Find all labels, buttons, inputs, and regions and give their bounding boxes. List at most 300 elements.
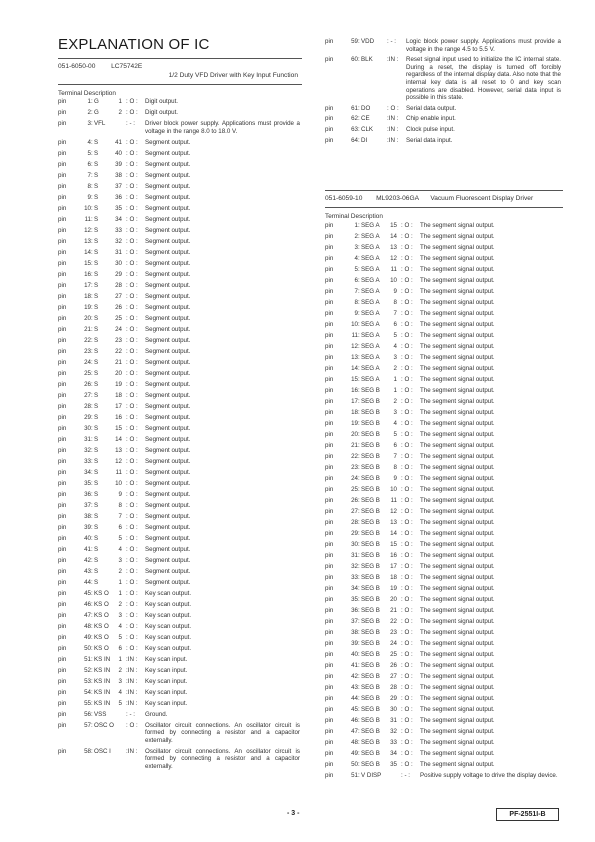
pin-number: 54 <box>84 688 91 696</box>
pin-number: 43 <box>84 567 91 575</box>
pin-separator: : <box>358 244 360 251</box>
pin-label: pin <box>58 721 67 729</box>
pin-direction: : O : <box>126 501 138 509</box>
pin-row <box>58 524 302 532</box>
pin-label: pin <box>325 125 334 133</box>
pin-label: pin <box>325 56 334 64</box>
pin-name: S <box>94 226 99 234</box>
pin-separator: : <box>358 299 360 306</box>
pin-row <box>325 585 563 593</box>
pin-direction: : O : <box>126 600 138 608</box>
pin-row <box>325 354 563 362</box>
pin-direction: : - : <box>126 710 135 718</box>
pin-direction: : O : <box>126 402 138 410</box>
pin-separator: : <box>91 457 93 465</box>
pin-index: 1 <box>118 98 122 105</box>
pin-description: Key scan input. <box>145 666 188 674</box>
left-ic-header <box>58 63 142 70</box>
pin-number: 4 <box>87 138 91 146</box>
pin-label: pin <box>58 171 67 179</box>
pin-index: 2 <box>393 365 397 372</box>
pin-label: pin <box>325 442 334 449</box>
pin-separator: : <box>91 98 93 105</box>
pin-index: 13 <box>390 519 397 526</box>
pin-number: 7 <box>354 288 358 295</box>
pin-description: The segment signal output. <box>420 442 495 449</box>
pin-name: VFL <box>94 120 106 127</box>
pin-number: 13 <box>351 354 358 361</box>
pin-name: S <box>94 501 99 509</box>
pin-description: The segment signal output. <box>420 706 495 713</box>
pin-separator: : <box>358 519 360 526</box>
pin-separator: : <box>91 666 93 674</box>
pin-label: pin <box>58 567 67 575</box>
pin-name: S <box>94 171 99 179</box>
pin-separator: : <box>358 618 360 625</box>
pin-name: S <box>94 204 99 212</box>
pin-separator: : <box>91 589 93 597</box>
pin-direction: :IN : <box>126 688 138 696</box>
pin-label: pin <box>325 728 334 735</box>
pin-label: pin <box>325 596 334 603</box>
pin-separator: : <box>358 508 360 515</box>
pin-index: 5 <box>393 431 397 438</box>
pin-row <box>325 38 563 53</box>
pin-direction: : O : <box>401 618 413 625</box>
pin-row <box>58 645 302 653</box>
pin-separator: : <box>358 431 360 438</box>
pin-label: pin <box>325 115 334 123</box>
pin-number: 51 <box>351 772 358 779</box>
pin-description: Key scan output. <box>145 611 192 619</box>
pin-direction: : O : <box>126 479 138 487</box>
pin-description: Digit output. <box>145 109 179 116</box>
pin-separator: : <box>358 464 360 471</box>
pin-name: SEG B <box>361 684 380 691</box>
pin-label: pin <box>58 600 67 608</box>
pin-name: SEG B <box>361 486 380 493</box>
pin-label: pin <box>58 193 67 201</box>
pin-label: pin <box>58 160 67 168</box>
pin-row <box>58 656 302 664</box>
pin-description: The segment signal output. <box>420 618 495 625</box>
pin-index: 3 <box>393 354 397 361</box>
pin-row <box>325 695 563 703</box>
pin-description: The segment signal output. <box>420 717 495 724</box>
pin-number: 28 <box>84 402 91 410</box>
pin-name: S <box>94 292 99 300</box>
pin-direction: : O : <box>126 545 138 553</box>
pin-name: KS IN <box>94 666 111 674</box>
pin-index: 14 <box>390 530 397 537</box>
pin-direction: : O : <box>126 633 138 641</box>
pin-label: pin <box>325 684 334 691</box>
pin-description: Segment output. <box>145 435 191 443</box>
pin-number: 47 <box>351 728 358 735</box>
pin-label: pin <box>325 607 334 614</box>
pin-separator: : <box>358 728 360 735</box>
pin-direction: : O : <box>401 420 413 427</box>
pin-label: pin <box>58 303 67 311</box>
pin-description: Segment output. <box>145 171 191 179</box>
pin-index: 5 <box>118 699 122 707</box>
pin-separator: : <box>358 486 360 493</box>
pin-separator: : <box>91 237 93 245</box>
pin-separator: : <box>91 380 93 388</box>
pin-row <box>325 519 563 527</box>
pin-separator: : <box>358 662 360 669</box>
pin-name: SEG B <box>361 706 380 713</box>
pin-index: 27 <box>115 292 122 300</box>
pin-direction: : O : <box>401 519 413 526</box>
pin-number: 52 <box>84 666 91 674</box>
pin-row <box>58 579 302 587</box>
pin-name: S <box>94 468 99 476</box>
pin-index: 2 <box>118 600 122 608</box>
pin-number: 11 <box>84 215 91 223</box>
pin-row <box>58 491 302 499</box>
pin-description: Segment output. <box>145 259 191 267</box>
pin-name: S <box>94 303 99 311</box>
pin-number: 53 <box>84 677 91 685</box>
pin-label: pin <box>325 717 334 724</box>
pin-row <box>58 447 302 455</box>
pin-separator: : <box>358 233 360 240</box>
pin-row <box>325 475 563 483</box>
pin-name: SEG A <box>361 233 380 240</box>
pin-label: pin <box>58 534 67 542</box>
pin-description: Segment output. <box>145 578 191 586</box>
pin-name: SEG B <box>361 761 380 768</box>
pin-label: pin <box>58 424 67 432</box>
pin-row <box>325 255 563 263</box>
pin-table-right-top <box>325 38 563 147</box>
pin-number: 7 <box>87 171 91 179</box>
pin-row <box>325 332 563 340</box>
pin-number: 12 <box>84 226 91 234</box>
pin-number: 10 <box>84 204 91 212</box>
pin-label: pin <box>325 519 334 526</box>
pin-description: The segment signal output. <box>420 233 495 240</box>
pin-direction: : O : <box>401 607 413 614</box>
pin-label: pin <box>325 508 334 515</box>
pin-direction: : O : <box>401 310 413 317</box>
pin-row <box>58 120 302 135</box>
pin-name: KS IN <box>94 655 111 663</box>
pin-description: Key scan output. <box>145 600 192 608</box>
pin-row <box>325 739 563 747</box>
pin-number: 31 <box>351 552 358 559</box>
pin-description: Segment output. <box>145 369 191 377</box>
pin-row <box>325 728 563 736</box>
pin-direction: : O : <box>126 149 138 157</box>
pin-name: VSS <box>94 710 107 718</box>
pin-direction: : O : <box>401 464 413 471</box>
pin-name: SEG B <box>361 640 380 647</box>
pin-name: SEG B <box>361 464 380 471</box>
pin-label: pin <box>58 138 67 146</box>
pin-label: pin <box>58 446 67 454</box>
pin-direction: : O : <box>126 435 138 443</box>
pin-index: 19 <box>390 585 397 592</box>
pin-direction: : O : <box>126 259 138 267</box>
pin-name: S <box>94 237 99 245</box>
pin-index: 23 <box>390 629 397 636</box>
pin-row <box>58 109 302 117</box>
pin-direction: : O : <box>401 651 413 658</box>
pin-description: Serial data output. <box>406 104 457 112</box>
pin-index: 6 <box>118 644 122 652</box>
pin-label: pin <box>58 259 67 267</box>
pin-index <box>114 748 126 771</box>
pin-label: pin <box>58 655 67 663</box>
pin-index: 26 <box>115 303 122 311</box>
pin-description: Segment output. <box>145 380 191 388</box>
pin-separator: : <box>358 475 360 482</box>
pin-direction: : O : <box>126 325 138 333</box>
pin-name: S <box>94 534 99 542</box>
pin-name: SEG B <box>361 563 380 570</box>
section-rule-right-top <box>325 190 563 191</box>
pin-number: 42 <box>84 556 91 564</box>
pin-direction: : O : <box>401 684 413 691</box>
pin-row <box>325 277 563 285</box>
pin-name: S <box>94 325 99 333</box>
pin-row <box>58 216 302 224</box>
pin-name: G <box>94 98 99 105</box>
pin-row <box>58 601 302 609</box>
pin-index: 33 <box>390 739 397 746</box>
pin-description: The segment signal output. <box>420 464 495 471</box>
pin-description: Segment output. <box>145 512 191 520</box>
pin-index <box>389 772 401 780</box>
pin-index: 3 <box>118 677 122 685</box>
pin-separator: : <box>91 490 93 498</box>
pin-description: Positive supply voltage to drive the display device. <box>420 772 558 779</box>
pin-label: pin <box>325 244 334 251</box>
pin-name: SEG B <box>361 420 380 427</box>
pin-index: 28 <box>390 684 397 691</box>
pin-label: pin <box>58 358 67 366</box>
pin-direction: : O : <box>401 288 413 295</box>
pin-index: 18 <box>390 574 397 581</box>
pin-description: Segment output. <box>145 303 191 311</box>
pin-row <box>325 629 563 637</box>
pin-description: Chip enable input. <box>406 115 456 123</box>
pin-label: pin <box>325 387 334 394</box>
pin-name: SEG A <box>361 222 380 229</box>
pin-description: Segment output. <box>145 237 191 245</box>
pin-row <box>58 282 302 290</box>
pin-label: pin <box>325 376 334 383</box>
pin-number: 6 <box>354 277 358 284</box>
pin-number: 20 <box>84 314 91 322</box>
pin-row <box>58 172 302 180</box>
pin-row <box>58 249 302 257</box>
pin-direction: : O : <box>401 475 413 482</box>
pin-index: 32 <box>390 728 397 735</box>
pin-index: 34 <box>115 215 122 223</box>
pin-separator: : <box>358 442 360 449</box>
pin-number: 11 <box>351 332 358 339</box>
pin-direction: : O : <box>126 512 138 520</box>
pin-direction: : O : <box>401 442 413 449</box>
pin-separator: : <box>91 402 93 410</box>
pin-description: The segment signal output. <box>420 255 495 262</box>
pin-description: Clock pulse input. <box>406 125 455 133</box>
pin-index: 10 <box>390 486 397 493</box>
pin-index: 9 <box>393 475 397 482</box>
pin-name: SEG A <box>361 266 380 273</box>
pin-index: 3 <box>118 611 122 619</box>
pin-number: 25 <box>351 486 358 493</box>
pin-name: S <box>94 138 99 146</box>
pin-number: 46 <box>84 600 91 608</box>
pin-direction: : O : <box>401 596 413 603</box>
pin-row <box>325 508 563 516</box>
pin-index: 16 <box>390 552 397 559</box>
pin-index: 16 <box>115 413 122 421</box>
pin-number: 41 <box>351 662 358 669</box>
pin-row <box>58 304 302 312</box>
pin-label: pin <box>58 149 67 157</box>
pin-name: S <box>94 446 99 454</box>
pin-separator: : <box>358 772 360 779</box>
pin-label: pin <box>325 365 334 372</box>
pin-index: 27 <box>390 673 397 680</box>
pin-direction: : O : <box>126 391 138 399</box>
pin-label: pin <box>58 710 67 718</box>
pin-table-left <box>58 98 302 774</box>
pin-row <box>58 458 302 466</box>
pin-separator: : <box>358 277 360 284</box>
pin-name: S <box>94 369 99 377</box>
pin-row <box>58 513 302 521</box>
pin-label: pin <box>58 204 67 212</box>
pin-row <box>325 563 563 571</box>
pin-row <box>58 590 302 598</box>
pin-direction: : O : <box>126 193 138 201</box>
pin-name: KS O <box>94 622 109 630</box>
pin-separator: : <box>358 640 360 647</box>
pin-name: S <box>94 512 99 520</box>
pin-direction: : O : <box>387 104 399 112</box>
pin-row <box>325 56 563 102</box>
pin-row <box>325 618 563 626</box>
pin-direction: : O : <box>126 622 138 630</box>
pin-name: SEG B <box>361 596 380 603</box>
pin-description: Ground. <box>145 710 168 718</box>
pin-direction: : O : <box>401 266 413 273</box>
pin-separator: : <box>358 761 360 768</box>
pin-description: Segment output. <box>145 534 191 542</box>
pin-number: 63 <box>351 125 358 133</box>
pin-name: KS O <box>94 633 109 641</box>
pin-separator: : <box>358 56 360 64</box>
pin-name: SEG A <box>361 343 380 350</box>
pin-separator: : <box>358 104 360 112</box>
pin-description: The segment signal output. <box>420 222 495 229</box>
pin-index: 30 <box>115 259 122 267</box>
pin-name: SEG B <box>361 409 380 416</box>
pin-direction: : O : <box>401 728 413 735</box>
pin-name: SEG A <box>361 299 380 306</box>
pin-name: SEG B <box>361 530 380 537</box>
pin-number: 22 <box>351 453 358 460</box>
pin-index: 21 <box>115 358 122 366</box>
pin-label: pin <box>325 662 334 669</box>
pin-separator: : <box>91 171 93 179</box>
pin-index: 11 <box>115 468 122 476</box>
pin-direction: : O : <box>401 530 413 537</box>
pin-separator: : <box>91 534 93 542</box>
pin-row <box>325 530 563 538</box>
pin-index: 39 <box>115 160 122 168</box>
pin-name: VDD <box>361 38 375 45</box>
pin-separator: : <box>91 556 93 564</box>
pin-name: S <box>94 545 99 553</box>
pin-direction: : O : <box>126 292 138 300</box>
pin-number: 21 <box>351 442 358 449</box>
table-heading: Terminal Description <box>325 213 383 220</box>
pin-index: 33 <box>115 226 122 234</box>
pin-direction: : O : <box>401 354 413 361</box>
pin-name: S <box>94 424 99 432</box>
pin-separator: : <box>358 115 360 123</box>
pin-direction: : O : <box>401 552 413 559</box>
pin-index: 31 <box>115 248 122 256</box>
pin-separator: : <box>91 292 93 300</box>
pin-number: 59 <box>351 38 358 45</box>
pin-index: 8 <box>118 501 122 509</box>
pin-name: SEG B <box>361 629 380 636</box>
pin-index: 7 <box>118 512 122 520</box>
pin-number: 25 <box>84 369 91 377</box>
pin-number: 1 <box>354 222 358 229</box>
pin-row <box>58 689 302 697</box>
pin-label: pin <box>58 578 67 586</box>
pin-description: Key scan output. <box>145 644 192 652</box>
pin-index: 13 <box>390 244 397 251</box>
pin-direction: : O : <box>401 717 413 724</box>
pin-description: Segment output. <box>145 281 191 289</box>
pin-description: The segment signal output. <box>420 244 495 251</box>
pin-separator: : <box>91 747 93 755</box>
table-heading: Terminal Description <box>58 90 116 97</box>
pin-index: 8 <box>393 299 397 306</box>
pin-label: pin <box>58 369 67 377</box>
pin-number: 24 <box>84 358 91 366</box>
pin-number: 37 <box>351 618 358 625</box>
pin-direction: : O : <box>401 541 413 548</box>
pin-description: Segment output. <box>145 468 191 476</box>
pin-direction: : O : <box>401 706 413 713</box>
pin-number: 27 <box>351 508 358 515</box>
pin-row <box>325 244 563 252</box>
pin-label: pin <box>58 413 67 421</box>
pin-description: Segment output. <box>145 325 191 333</box>
pin-number: 23 <box>351 464 358 471</box>
pin-separator: : <box>358 739 360 746</box>
pin-name: SEG A <box>361 354 380 361</box>
pin-name: S <box>94 578 99 586</box>
pin-row <box>325 761 563 769</box>
pin-description: Segment output. <box>145 402 191 410</box>
pin-label: pin <box>325 541 334 548</box>
pin-separator: : <box>91 248 93 256</box>
pin-index: 5 <box>118 633 122 641</box>
pin-name: SEG B <box>361 519 380 526</box>
